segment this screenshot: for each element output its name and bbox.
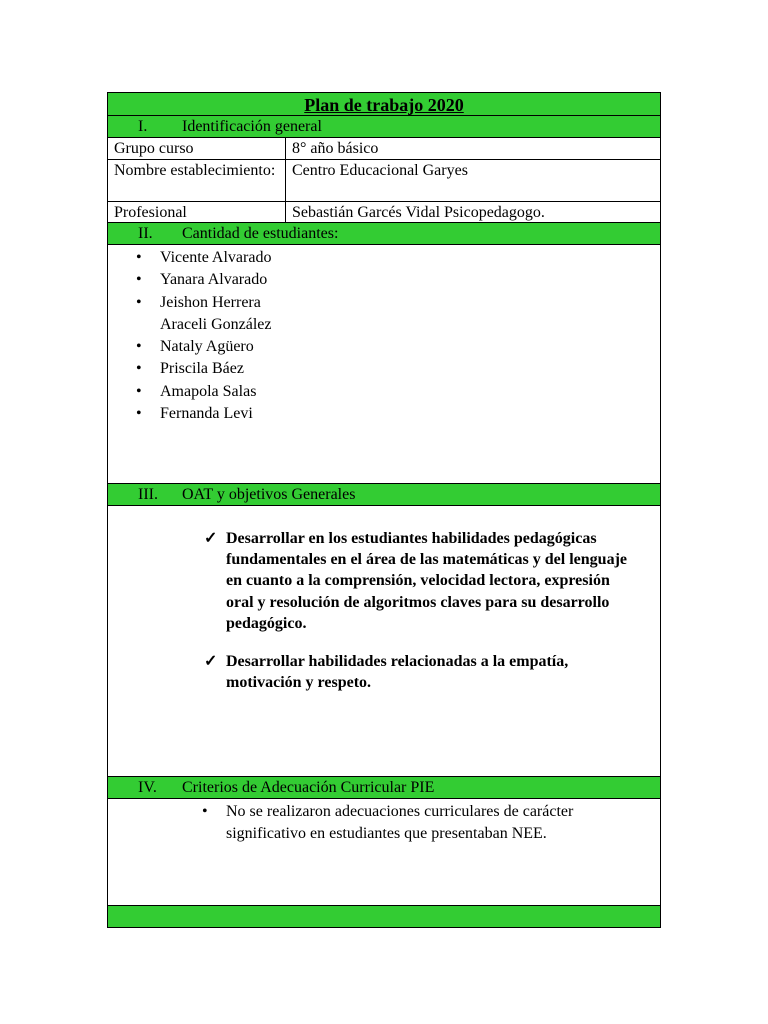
section-header-objectives <box>107 484 661 506</box>
objectives-cell <box>107 506 661 777</box>
info-row-grupo-curso <box>107 138 661 160</box>
section-label: Criterios de Adecuación Curricular PIE <box>182 779 435 796</box>
info-label: Grupo curso <box>108 138 286 159</box>
section-label: Cantidad de estudiantes: <box>182 225 339 242</box>
info-row-profesional <box>107 202 661 223</box>
student-item: • Amapola Salas <box>160 381 660 403</box>
pie-cell <box>107 799 661 906</box>
student-item: • Priscila Báez <box>160 358 660 380</box>
info-value: Sebastián Garcés Vidal Psicopedagogo. <box>292 204 545 221</box>
section-label: Identificación general <box>182 118 322 135</box>
student-item: • Fernanda Levi <box>160 403 660 425</box>
students-cell <box>107 245 661 484</box>
info-label: Nombre establecimiento: <box>108 160 286 201</box>
bullet-icon: • <box>202 803 208 820</box>
section-header-pie <box>107 777 661 799</box>
info-value: Centro Educacional Garyes <box>292 162 468 179</box>
student-list <box>108 245 660 425</box>
objective-text: Desarrollar en los estudiantes habilidades pedagógicas fundamentales en el área de las matemáticas y del lenguaje en cuanto a la comprensión, velocidad lectora, expresión oral y resolución de algoritmos claves para su desarrollo pedagógico. <box>226 530 627 632</box>
student-item: • Nataly Agüero <box>160 336 660 358</box>
section-number: III. <box>138 486 158 503</box>
section-number: II. <box>138 225 153 242</box>
document-title: Plan de trabajo 2020 <box>107 92 661 116</box>
objective-text: Desarrollar habilidades relacionadas a la empatía, motivación y respeto. <box>226 653 569 692</box>
section-header-students <box>107 223 661 245</box>
student-item: • Jeishon Herrera <box>160 292 660 314</box>
section-header-identification <box>107 116 661 138</box>
checkmark-icon: ✓ <box>204 530 218 547</box>
student-item: • Vicente Alvarado <box>160 247 660 269</box>
work-plan-document <box>107 92 661 928</box>
checkmark-icon: ✓ <box>204 653 218 671</box>
info-value: 8° año básico <box>292 140 379 157</box>
objective-item <box>204 528 660 634</box>
student-item: • Yanara Alvarado <box>160 269 660 291</box>
section-number: IV. <box>138 779 157 796</box>
pie-item <box>108 799 660 845</box>
info-row-establecimiento <box>107 160 661 202</box>
pie-text: No se realizaron adecuaciones curriculares de carácter significativo en estudiantes que presentaban NEE. <box>226 803 574 842</box>
section-label: OAT y objetivos Generales <box>182 486 356 503</box>
info-label: Profesional <box>108 202 286 222</box>
section-number: I. <box>138 118 148 135</box>
objective-item <box>204 651 660 693</box>
student-item: Araceli González <box>160 315 272 333</box>
objective-list <box>108 528 660 693</box>
footer-band <box>107 906 661 928</box>
